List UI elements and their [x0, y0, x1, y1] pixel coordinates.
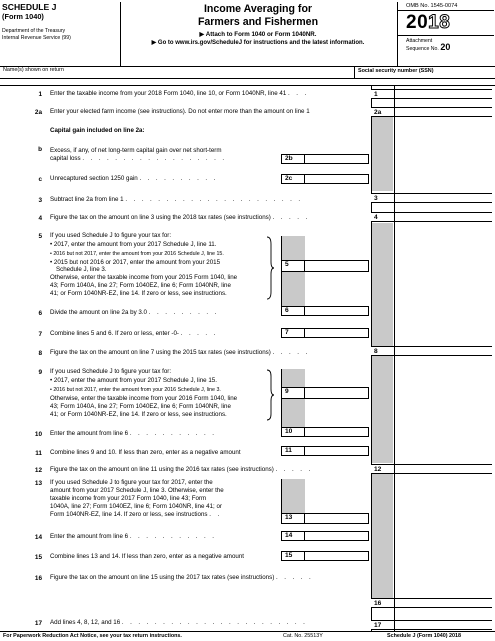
ssn-label: Social security number (SSN) — [358, 68, 434, 74]
line-5-text-3: • 2016 but not 2017, enter the amount from your 2016 Schedule J, line 15. — [50, 251, 224, 257]
line-1-text: Enter the taxable income from your 2018 Form 1040, line 10, or Form 1040NR, line 41 — [50, 90, 287, 97]
line-5-text-8: 41; or Form 1040NR-EZ, line 14. If zero or less, see instructions. — [50, 290, 227, 297]
paperwork-notice: For Paperwork Reduction Act Notice, see your tax return instructions. — [3, 633, 182, 639]
line-number: 4 — [38, 215, 42, 222]
leader-dots: . . . . . . . . . . . — [129, 430, 217, 437]
line-box-label: 8 — [371, 346, 394, 356]
amount-field-line-4[interactable] — [394, 212, 492, 222]
shaded-column-area — [372, 356, 393, 463]
leader-dots: . . . . . — [275, 466, 313, 473]
amount-field-line-2c[interactable] — [305, 174, 369, 184]
right-brace — [266, 236, 274, 300]
amount-field-line-12[interactable] — [394, 464, 492, 474]
line-box-label: 2c — [281, 174, 305, 184]
line-2b-text-2 — [50, 155, 227, 163]
line-number: 12 — [34, 467, 42, 474]
sequence-label: Sequence No. — [406, 46, 439, 52]
line-4-text: Figure the tax on the amount on line 3 using the 2018 tax rates (see instructions) — [50, 214, 271, 221]
line-3-text: Subtract line 2a from line 1 — [50, 196, 124, 203]
form-title-line-1: Income Averaging for — [203, 3, 313, 15]
department-line-2: Internal Revenue Service (99) — [2, 34, 71, 41]
amount-field-line-17[interactable] — [394, 620, 492, 630]
inner-shaded-area — [281, 272, 305, 306]
leader-dots: . . — [209, 511, 222, 518]
amount-field-line-11[interactable] — [305, 446, 369, 456]
line-text — [50, 466, 313, 474]
ssn-field[interactable] — [354, 66, 495, 78]
amount-field-line-13[interactable] — [305, 513, 369, 524]
attach-instruction: ▶ Attach to Form 1040 or Form 1040NR. — [199, 31, 317, 38]
leader-dots: . . . . . — [272, 349, 310, 356]
line-number: 15 — [34, 554, 42, 561]
line-number: 8 — [38, 350, 42, 357]
line-9-text-1: If you used Schedule J to figure your tax for: — [50, 368, 172, 375]
department-line-1: Department of the Treasury — [2, 28, 66, 34]
form-reference: (Form 1040) — [2, 12, 44, 21]
line-number: 2a — [34, 109, 42, 116]
inner-shaded-area — [281, 399, 305, 427]
line-box-label: 5 — [281, 260, 305, 272]
line-box-label: 1 — [371, 89, 394, 99]
shaded-column-area — [372, 223, 393, 346]
line-box-label: 14 — [281, 531, 305, 541]
form-id-block — [2, 2, 121, 66]
leader-dots: . . . . . . . . . . . — [129, 533, 217, 540]
leader-dots: . . . . . . . . . . . . . . . . . . . . . . — [125, 196, 303, 203]
line-text — [50, 175, 218, 183]
form-title-line-2: Farmers and Fishermen — [197, 16, 319, 28]
amount-field-line-10[interactable] — [305, 427, 369, 437]
line-number: 9 — [38, 369, 42, 376]
amount-field-line-8[interactable] — [394, 346, 492, 356]
line-box-label: 13 — [281, 513, 305, 524]
line-text — [50, 533, 216, 541]
amount-field-line-2a[interactable] — [394, 107, 492, 117]
amount-field-line-2b[interactable] — [305, 154, 369, 164]
omb-number: OMB No. 1545-0074 — [398, 2, 494, 11]
amount-field-line-16[interactable] — [394, 598, 492, 608]
amount-field-line-6[interactable] — [305, 306, 369, 316]
line-9-text-6: 41; or Form 1040NR-EZ, line 14. If zero or less, see instructions. — [50, 411, 227, 418]
line-5-text-6: Otherwise, enter the taxable income from your 2015 Form 1040, line — [50, 274, 238, 281]
sequence-line — [406, 44, 494, 52]
line-2b-text-1: Excess, if any, of net long-term capital gain over net short-term — [50, 147, 222, 154]
line-number: 7 — [38, 331, 42, 338]
line-5-text-1: If you used Schedule J to figure your tax for: — [50, 232, 172, 239]
line-box-label: 11 — [281, 446, 305, 456]
line-14-text: Enter the amount from line 6 — [50, 533, 129, 540]
amount-field-line-1[interactable] — [394, 89, 492, 99]
line-13-text-2: amount from your 2017 Schedule J, line 3. Otherwise, enter the — [50, 487, 224, 494]
line-box-label: 2b — [281, 154, 305, 164]
leader-dots: . . . . . — [276, 574, 314, 581]
line-13-text-3: taxable income from your 2017 Form 1040, line 43; Form — [50, 495, 207, 502]
line-number: 13 — [34, 480, 42, 487]
website-instruction: ▶ Go to www.irs.gov/ScheduleJ for instructions and the latest information. — [151, 40, 365, 46]
capital-gain-heading: Capital gain included on line 2a: — [50, 127, 145, 134]
line-box-label: 12 — [371, 464, 394, 474]
right-brace — [266, 369, 274, 421]
tax-year — [398, 11, 494, 35]
leader-dots: . . . — [288, 90, 309, 97]
department-text — [2, 28, 120, 41]
line-text — [50, 619, 307, 627]
amount-field-line-7[interactable] — [305, 328, 369, 338]
line-number: 17 — [34, 620, 42, 627]
line-13-text-5: Form 1040NR-EZ, line 14. If zero or less, see instructions — [50, 511, 208, 518]
line-11-text: Combine lines 9 and 10. If less than zero, enter as a negative amount — [50, 449, 241, 456]
line-text — [50, 214, 310, 222]
leader-dots: . . . . . — [272, 214, 310, 221]
omb-block — [397, 2, 494, 66]
line-7-text: Combine lines 5 and 6. If zero or less, enter -0- — [50, 330, 179, 337]
schedule-name: SCHEDULE J — [2, 2, 57, 12]
line-text — [50, 430, 216, 438]
amount-field-line-3[interactable] — [394, 193, 492, 203]
form-footer-id: Schedule J (Form 1040) 2018 — [387, 633, 462, 639]
catalog-number: Cat. No. 25513Y — [283, 633, 323, 639]
line-5-text-4: • 2015 but not 2016 or 2017, enter the amount from your 2015 — [50, 259, 221, 266]
line-number: b — [38, 146, 42, 153]
line-2b-label: capital loss — [50, 155, 81, 162]
line-text — [50, 90, 309, 98]
line-number: 14 — [34, 534, 42, 541]
line-9-text-5: 43; Form 1040A, line 27; Form 1040EZ, line 6; Form 1040NR, line — [50, 403, 231, 410]
line-number: 5 — [38, 233, 42, 240]
line-number: 1 — [38, 91, 42, 98]
line-box-label: 2a — [371, 107, 394, 117]
line-13-text-4: 1040A, line 27; Form 1040EZ, line 6; Form 1040NR, line 41; or — [50, 503, 222, 510]
line-16-text: Figure the tax on the amount on line 15 using the 2017 tax rates (see instructions) — [50, 574, 275, 581]
inner-shaded-area — [281, 479, 305, 513]
line-text — [50, 196, 302, 204]
amount-field-line-9[interactable] — [305, 387, 369, 399]
line-17-text: Add lines 4, 8, 12, and 16 — [50, 619, 121, 626]
attachment-sequence — [398, 35, 494, 52]
leader-dots: . . . . . . . . . . . . . . . . . . — [82, 155, 227, 162]
line-number: 10 — [34, 431, 42, 438]
line-12-text: Figure the tax on the amount on line 11 using the 2016 tax rates (see instructions) — [50, 466, 274, 473]
line-box-label: 16 — [371, 598, 394, 608]
line-15-text: Combine lines 13 and 14. If less than zero, enter as a negative amount — [50, 553, 244, 560]
line-number: 11 — [35, 450, 42, 457]
line-number: 16 — [34, 575, 42, 582]
name-label: Name(s) shown on return — [3, 67, 64, 73]
line-6-text: Divide the amount on line 2a by 3.0 — [50, 309, 147, 316]
line-text — [50, 511, 222, 519]
line-box-label: 17 — [371, 620, 394, 630]
line-9-text-3: • 2016 but not 2017, enter the amount from your 2016 Schedule J, line 3. — [50, 387, 221, 393]
sequence-number: 20 — [440, 42, 451, 52]
line-8-text: Figure the tax on the amount on line 7 using the 2015 tax rates (see instructions) — [50, 349, 271, 356]
inner-shaded-area — [281, 236, 305, 260]
title-block — [121, 2, 395, 66]
line-2a-text: Enter your elected farm income (see instructions). Do not enter more than the amount on line 1 — [50, 108, 310, 115]
line-text — [50, 574, 313, 582]
shaded-column-area — [372, 117, 393, 191]
tax-year-suffix: 18 — [428, 12, 451, 33]
line-5-text-7: 43; Form 1040A, line 27; Form 1040EZ, line 6; Form 1040NR, line — [50, 282, 231, 289]
name-field[interactable] — [0, 78, 495, 86]
line-5-text-2: • 2017, enter the amount from your 2017 Schedule J, line 11. — [50, 241, 217, 248]
line-box-label: 10 — [281, 427, 305, 437]
line-number: c — [38, 176, 42, 183]
line-box-label: 7 — [281, 328, 305, 338]
line-box-label: 15 — [281, 551, 305, 561]
form-header — [0, 0, 495, 67]
attachment-label: Attachment — [406, 38, 433, 44]
line-number: 6 — [38, 310, 42, 317]
amount-field-line-15[interactable] — [305, 551, 369, 561]
line-10-text: Enter the amount from line 6 — [50, 430, 129, 437]
line-box-label: 6 — [281, 306, 305, 316]
line-box-label: 9 — [281, 387, 305, 399]
line-13-text-1: If you used Schedule J to figure your tax for 2017, enter the — [50, 479, 213, 486]
line-text — [50, 330, 218, 338]
line-9-text-2: • 2017, enter the amount from your 2017 Schedule J, line 15. — [50, 377, 217, 384]
amount-field-line-14[interactable] — [305, 531, 369, 541]
shaded-column-area — [372, 474, 393, 598]
line-text — [50, 309, 219, 317]
leader-dots: . . . . . . . . . — [148, 309, 219, 316]
line-9-text-4: Otherwise, enter the taxable income from your 2016 Form 1040, line — [50, 395, 238, 402]
leader-dots: . . . . . — [180, 330, 218, 337]
line-number: 3 — [38, 197, 42, 204]
amount-field-line-5[interactable] — [305, 260, 369, 272]
tax-year-prefix: 20 — [406, 12, 429, 33]
line-2c-text: Unrecaptured section 1250 gain — [50, 175, 138, 182]
line-text — [50, 349, 310, 357]
line-box-label: 4 — [371, 212, 394, 222]
line-5-text-5: Schedule J, line 3. — [56, 266, 107, 273]
line-box-label: 3 — [371, 193, 394, 203]
leader-dots: . . . . . . . . . . . . . . . . . . . . . . . — [121, 619, 308, 626]
inner-shaded-area — [281, 369, 305, 387]
leader-dots: . . . . . . . . . . — [139, 175, 218, 182]
